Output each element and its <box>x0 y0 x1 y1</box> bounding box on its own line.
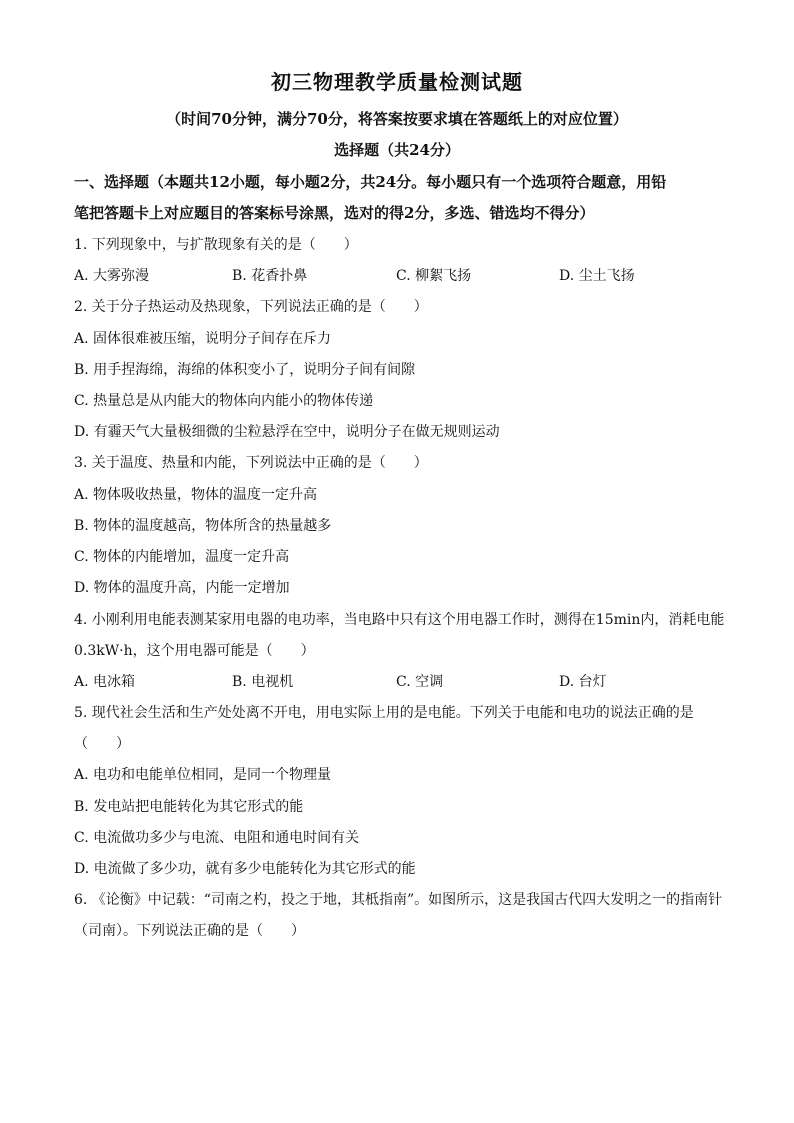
question-2-option-c: C. 热量总是从内能大的物体向内能小的物体传递 <box>74 393 374 409</box>
question-5-stem-line1: 5. 现代社会生活和生产处处离不开电，用电实际上用的是电能。下列关于电能和电功的说法正确的是 <box>74 705 694 721</box>
question-5-option-a: A. 电功和电能单位相同，是同一个物理量 <box>74 767 332 783</box>
question-4-stem-line2: 0.3kW·h，这个用电器可能是（ ） <box>74 643 315 659</box>
question-2-option-a: A. 固体很难被压缩，说明分子间存在斥力 <box>74 331 332 347</box>
question-5-option-c: C. 电流做功多少与电流、电阻和通电时间有关 <box>74 830 360 846</box>
question-4-stem-line1: 4. 小刚利用电能表测某家用电器的电功率，当电路中只有这个用电器工作时，测得在15min内，消耗电能 <box>74 612 725 628</box>
question-1-option-d: D. 尘土飞扬 <box>559 268 635 284</box>
section-heading: 选择题（共24分） <box>334 141 460 159</box>
question-2-option-b: B. 用手捏海绵，海绵的体积变小了，说明分子间有间隙 <box>74 362 416 378</box>
question-1-option-a: A. 大雾弥漫 <box>74 268 150 284</box>
page-title: 初三物理教学质量检测试题 <box>271 70 523 94</box>
question-3-option-a: A. 物体吸收热量，物体的温度一定升高 <box>74 487 318 503</box>
question-4-option-d: D. 台灯 <box>559 674 607 690</box>
question-4-option-a: A. 电冰箱 <box>74 674 136 690</box>
question-1-option-b: B. 花香扑鼻 <box>232 268 308 284</box>
question-1-stem: 1. 下列现象中，与扩散现象有关的是（ ） <box>74 237 358 253</box>
question-6-stem-line1: 6. 《论衡》中记载：“司南之杓，投之于地，其柢指南”。如图所示，这是我国古代四大发明之一的指南针 <box>74 892 723 908</box>
question-2-option-d: D. 有霾天气大量极细微的尘粒悬浮在空中，说明分子在做无规则运动 <box>74 424 500 440</box>
question-4-option-c: C. 空调 <box>396 674 444 690</box>
question-3-option-c: C. 物体的内能增加，温度一定升高 <box>74 549 290 565</box>
exam-instructions: （时间70分钟，满分70分，将答案按要求填在答题纸上的对应位置） <box>166 110 628 128</box>
question-5-option-d: D. 电流做了多少功，就有多少电能转化为其它形式的能 <box>74 861 416 877</box>
question-3-stem: 3. 关于温度、热量和内能，下列说法中正确的是（ ） <box>74 455 428 471</box>
question-3-option-d: D. 物体的温度升高，内能一定增加 <box>74 580 290 596</box>
question-5-option-b: B. 发电站把电能转化为其它形式的能 <box>74 799 304 815</box>
question-3-option-b: B. 物体的温度越高，物体所含的热量越多 <box>74 518 332 534</box>
question-4-option-b: B. 电视机 <box>232 674 294 690</box>
question-6-stem-line2: （司南）。下列说法正确的是（ ） <box>74 923 305 939</box>
question-5-stem-line2: （ ） <box>74 736 130 752</box>
question-1-option-c: C. 柳絮飞扬 <box>396 268 472 284</box>
part1-instructions-line1: 一、选择题（本题共12小题，每小题2分，共24分。每小题只有一个选项符合题意，用铅 <box>74 173 667 191</box>
question-2-stem: 2. 关于分子热运动及热现象，下列说法正确的是（ ） <box>74 299 428 315</box>
part1-instructions-line2: 笔把答题卡上对应题目的答案标号涂黑，选对的得2分，多选、错选均不得分） <box>74 204 595 222</box>
